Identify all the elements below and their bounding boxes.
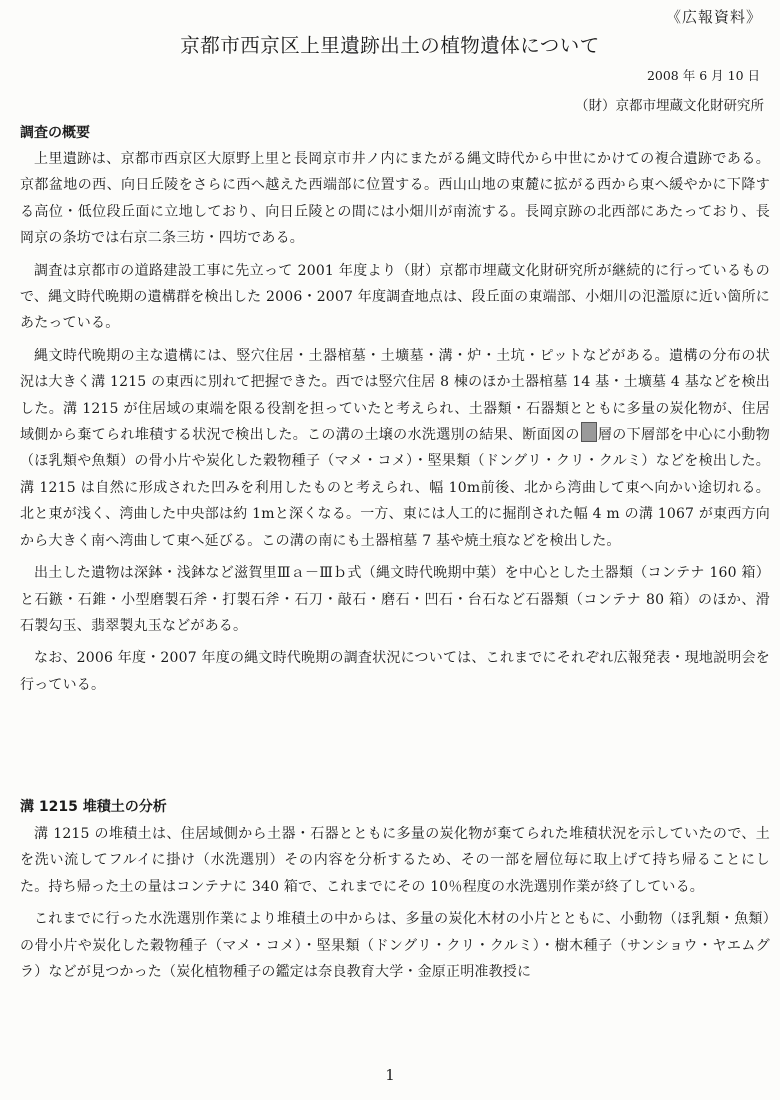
section-heading-analysis: 溝 1215 堆積土の分析 [20, 799, 167, 815]
paragraph-part: 層の下層部を中心に小動物（ほ乳類や魚類）の骨小片や炭化した穀物種子（マメ・コメ）・堅果類（ドングリ・クリ・クルミ）などを検出した。溝 1215 は自然に形成された凹みを利用したものと考えられ、幅 10m前後、北から湾曲して東へ向かい途切れる。北と東が浅く、湾曲した中央部は約 1mと深くなる。一方、東には人工的に掘削された幅 4 m の溝 1067 が東西方向から大きく南へ湾曲して東へ延びる。この溝の南にも土器棺墓 7 基や焼土痕などを検出した。 [20, 427, 770, 549]
document-date: 2008 年 6 月 10 日 [646, 68, 760, 83]
paragraph: これまでに行った水洗選別作業により堆積土の中からは、多量の炭化木材の小片とともに、小動物（ほ乳類・魚類）の骨小片や炭化した穀物種子（マメ・コメ）・堅果類（ドングリ・クリ・クルミ）・樹木種子（サンショウ・ヤエムグラ）などが見つかった（炭化植物種子の鑑定は奈良教育大学・金原正明准教授に [20, 911, 770, 981]
document-title: 京都市西京区上里遺跡出土の植物遺体について [180, 34, 600, 57]
paragraph [20, 343, 770, 554]
paragraph: 溝 1215 の堆積土は、住居域側から土器・石器とともに多量の炭化物が棄てられた堆積状況を示していたので、土を洗い流してフルイに掛け（水洗選別）その内容を分析するため、その一部を層位毎に取上げて持ち帰ることにした。持ち帰った土の量はコンテナに 340 箱で、これまでにその 10％程度の水洗選別作業が終了している。 [20, 826, 770, 895]
paragraph: 出土した遺物は深鉢・浅鉢など滋賀里Ⅲａ－Ⅲｂ式（縄文時代晩期中葉）を中心とした土器類（コンテナ 160 箱）と石鏃・石錐・小型磨製石斧・打製石斧・石刀・敲石・磨石・凹石・台石など石器類（コンテナ 80 箱）のほか、滑石製勾玉、翡翠製丸玉などがある。 [20, 565, 770, 634]
paragraph: 調査は京都市の道路建設工事に先立って 2001 年度より（財）京都市埋蔵文化財研究所が継続的に行っているもので、縄文時代晩期の遺構群を検出した 2006・2007 年度調査地点は、段丘面の東端部、小畑川の氾濫原に近い箇所にあたっている。 [20, 262, 770, 332]
section-overview-body [20, 146, 770, 698]
press-release-label: 《広報資料》 [665, 8, 762, 26]
paragraph: 上里遺跡は、京都市西京区大原野上里と長岡京市井ノ内にまたがる縄文時代から中世にかけての複合遺跡である。京都盆地の西、向日丘陵をさらに西へ越えた西端部に位置する。西山山地の東麓に拡がる西から東へ緩やかに下降する高位・低位段丘面に立地しており、向日丘陵との間には小畑川が南流する。長岡京跡の北西部にあたっており、長岡京の条坊では右京二条三坊・四坊である。 [20, 151, 770, 247]
paragraph: なお、2006 年度・2007 年度の縄文時代晩期の調査状況については、これまでにそれぞれ広報発表・現地説明会を行っている。 [20, 650, 770, 693]
layer-legend-mark [581, 422, 597, 442]
page-number: 1 [385, 1066, 395, 1084]
section-heading-overview: 調査の概要 [20, 125, 90, 141]
issuing-organization: （財）京都市埋蔵文化財研究所 [575, 98, 764, 114]
paragraph-part: 縄文時代晩期の主な遺構には、竪穴住居・土器棺墓・土壙墓・溝・炉・土坑・ピットなどがある。遺構の分布の状況は大きく溝 1215 の東西に別れて把握できた。西では竪穴住居 8 棟のほか土器棺墓 14 基・土壙墓 4 基などを検出した。溝 1215 が住居域の東端を限る役割を担っていたと考えられ、土器類・石器類とともに多量の炭化物が、住居域側から棄てられ堆積する状況で検出した。この溝の土壌の水洗選別の結果、断面図の [20, 347, 770, 444]
section-analysis-body [20, 821, 770, 985]
